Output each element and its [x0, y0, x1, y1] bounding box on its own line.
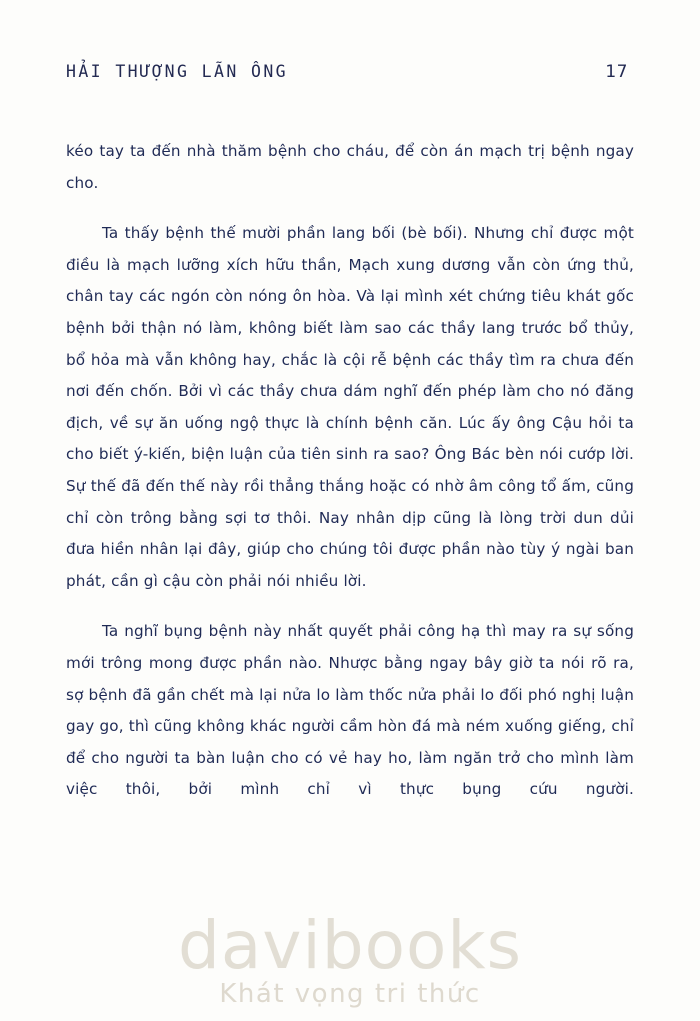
paragraph: Ta thấy bệnh thế mười phần lang bối (bè bối). Nhưng chỉ được một điều là mạch lưỡng xích hữu thần, Mạch xung dương vẫn còn ứng thủ, chân tay các ngón còn nóng ôn hòa. Và lại mình xét chứng tiêu khát gốc bệnh bởi thận nó làm, không biết làm sao các thầy lang trước bổ thủy, bổ hỏa mà vẫn không hay, chắc là cội rễ bệnh các thầy tìm ra chưa đến nơi đến chốn. Bởi vì các thầy chưa dám nghĩ đến phép làm cho nó đăng địch, về sự ăn uống ngộ thực là chính bệnh căn. Lúc ấy ông Cậu hỏi ta cho biết ý-kiến, biện luận của tiên sinh ra sao? Ông Bác bèn nói cướp lời. Sự thế đã đến thế này rồi thẳng thắng hoặc có nhờ âm công tổ ấm, cũng chỉ còn trông bằng sợi tơ thôi. Nay nhân dịp cũng là lòng trời dun dủi đưa hiền nhân lại đây, giúp cho chúng tôi được phần nào tùy ý ngài ban phát, cần gì cậu còn phải nói nhiều lời.: [66, 224, 634, 590]
paragraph: Ta nghĩ bụng bệnh này nhất quyết phải công hạ thì may ra sự sống mới trông mong được phần nào. Nhược bằng ngay bây giờ ta nói rõ ra, sợ bệnh đã gần chết mà lại nửa lo làm thốc nửa phải lo đối phó nghị luận gay go, thì cũng không khác người cầm hòn đá mà ném xuống giếng, chỉ để cho người ta bàn luận cho có vẻ hay ho, làm ngăn trở cho mình làm việc thôi, bởi mình chỉ vì thực bụng cứu người.: [66, 622, 634, 799]
running-head: [66, 62, 634, 82]
watermark-brand: davibooks: [178, 907, 522, 984]
body-text: [66, 136, 634, 837]
paragraph: kéo tay ta đến nhà thăm bệnh cho cháu, để còn án mạch trị bệnh ngay cho.: [66, 142, 634, 192]
watermark-tagline: Khát vọng tri thức: [219, 979, 481, 1009]
book-title: HẢI THƯỢNG LÃN ÔNG: [66, 62, 289, 81]
watermark: [0, 907, 700, 1011]
page-number: 17: [605, 62, 628, 82]
